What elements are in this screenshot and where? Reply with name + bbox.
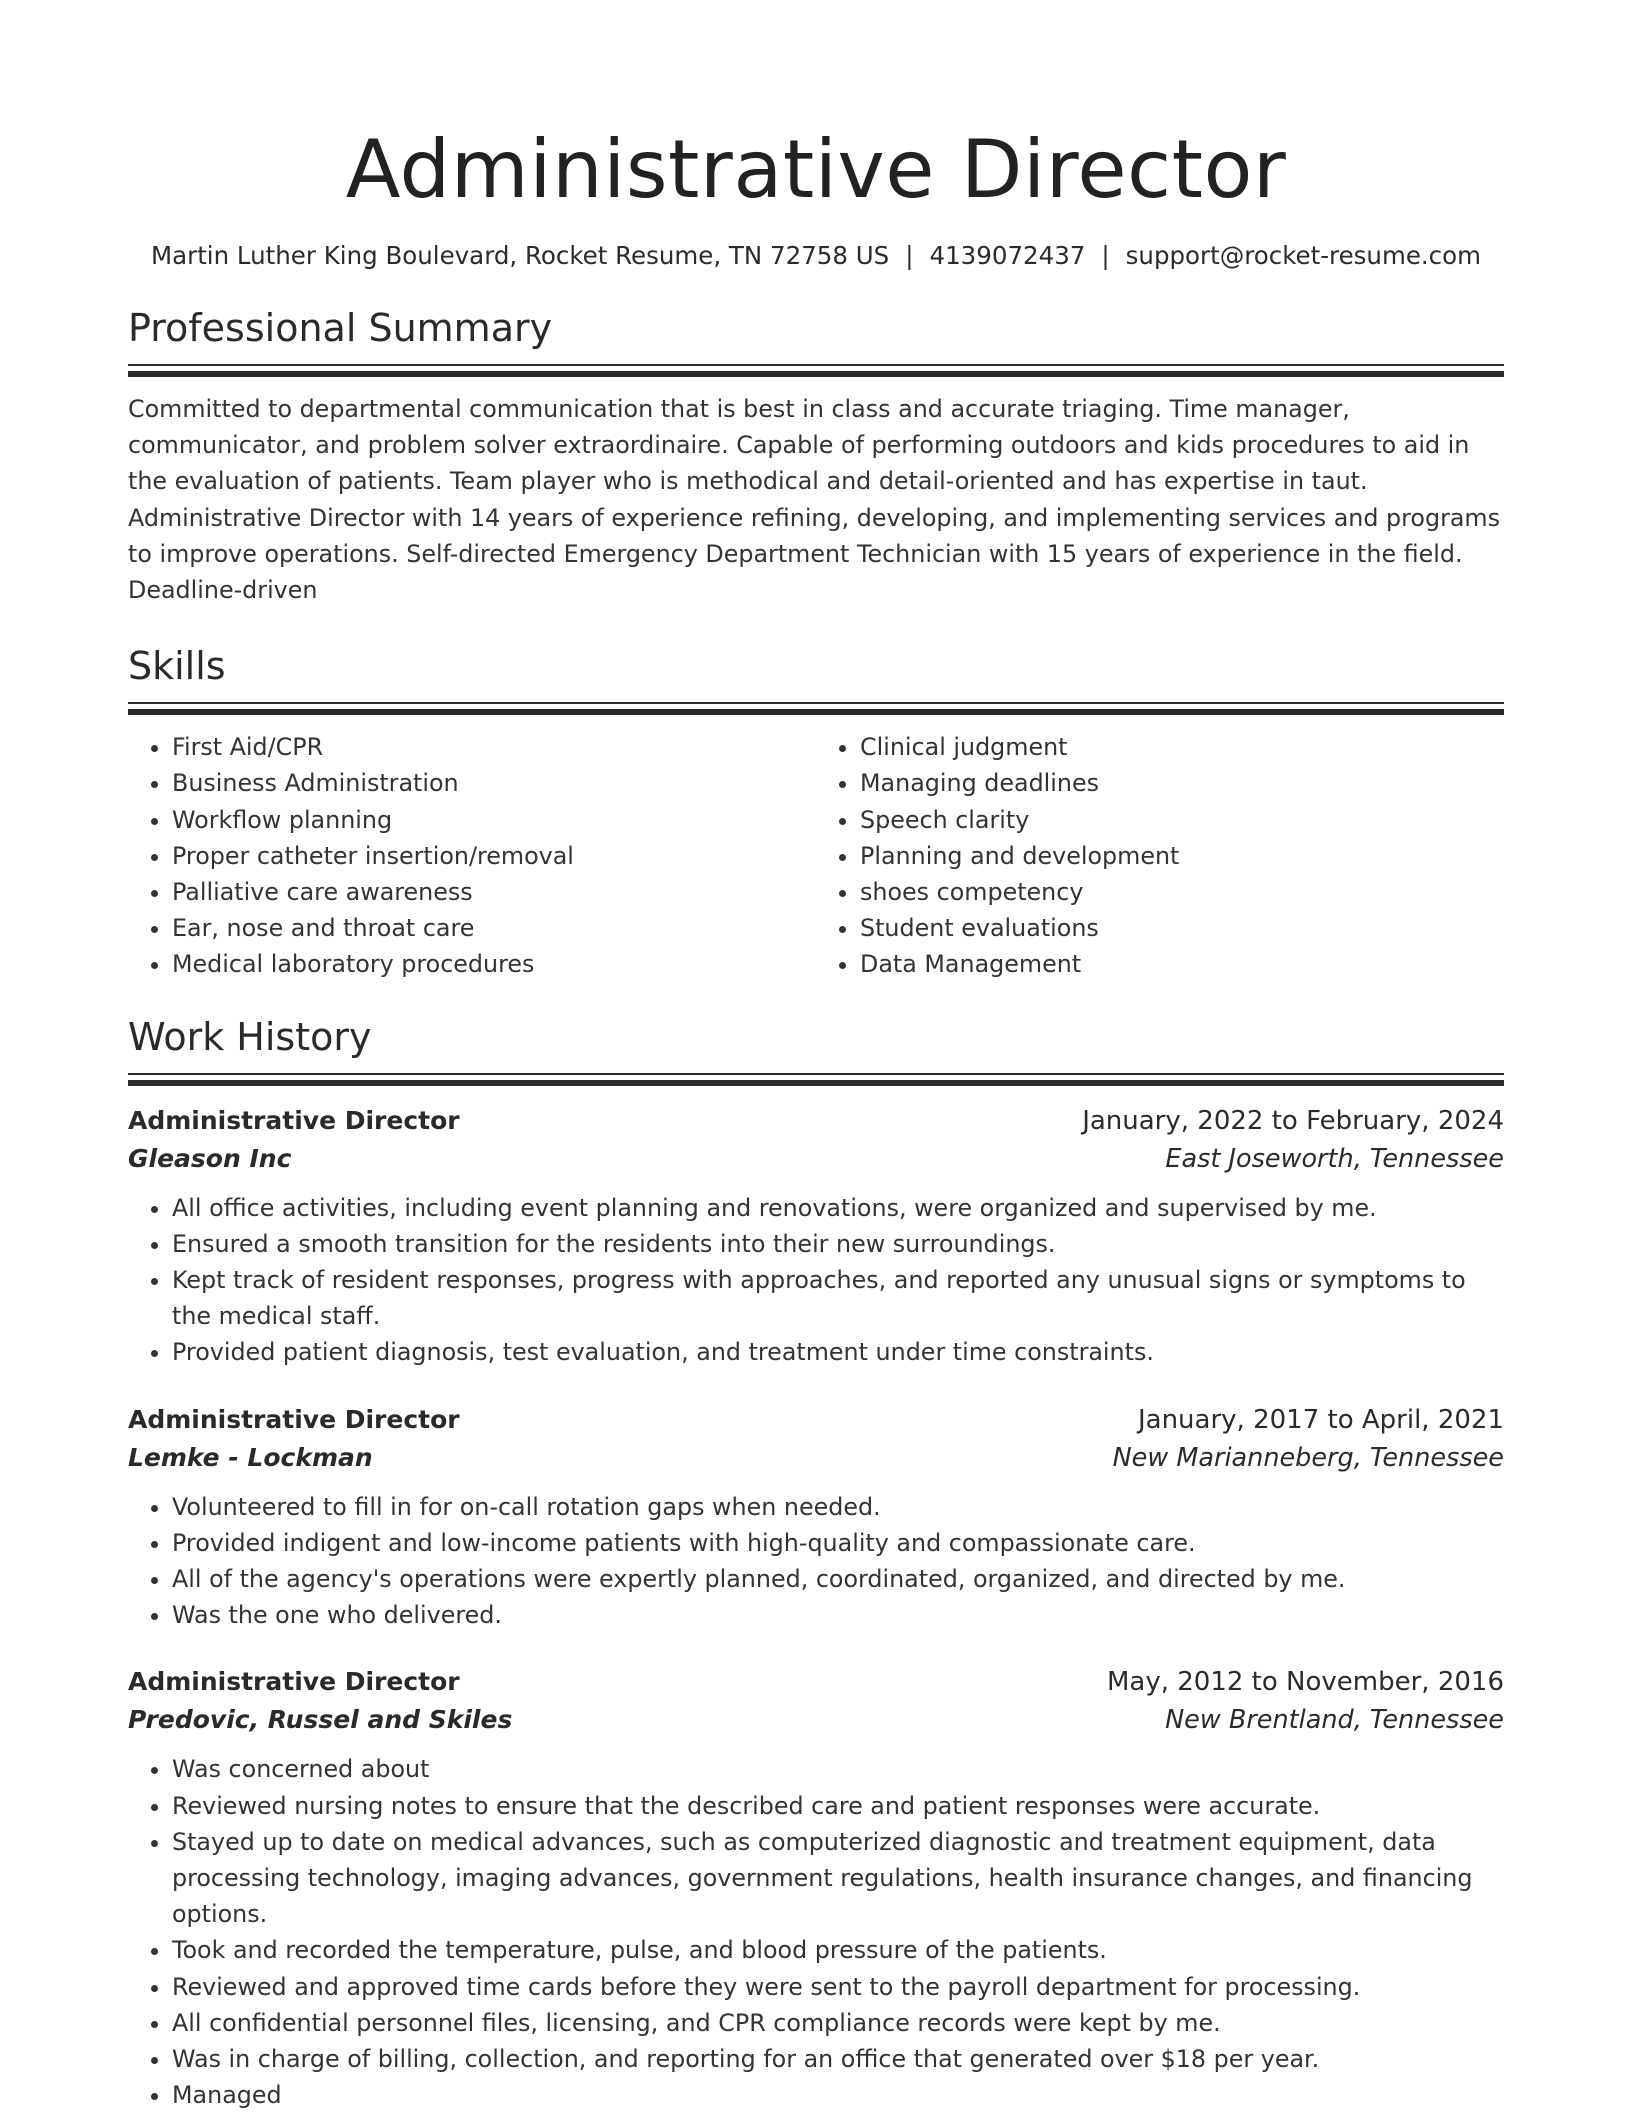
skills-heading: Skills bbox=[128, 644, 226, 689]
job-subheader bbox=[128, 1140, 1504, 1178]
summary-text: Committed to departmental communication that is best in class and accurate triaging. Time manager, communicator, and problem solver extraordinaire. Capable of performing outdoors and kids procedures to aid in the evaluation of patients. Team player who is methodical and detail-oriented and has expertise in taut. Administrative Director with 14 years of experience refining, developing, and implementing services and programs to improve operations. Self-directed Emergency Department Technician with 15 years of experience in the field. Deadline-driven bbox=[128, 395, 1501, 605]
skills-columns bbox=[128, 729, 1504, 982]
summary-section bbox=[128, 304, 1504, 608]
job-bullet: • Was concerned about bbox=[172, 1751, 1504, 1787]
skill-item: • Planning and development bbox=[860, 838, 1504, 874]
section-divider bbox=[128, 1073, 1504, 1075]
job-company: Predovic, Russel and Skiles bbox=[128, 1705, 513, 1735]
contact-address: Martin Luther King Boulevard, Rocket Resume, TN 72758 US bbox=[150, 241, 890, 270]
job-location: New Brentland, Tennessee bbox=[1165, 1705, 1504, 1736]
job-header bbox=[128, 1663, 1504, 1701]
job-dates: January, 2017 to April, 2021 bbox=[1137, 1404, 1504, 1435]
job-bullets bbox=[128, 1489, 1504, 1634]
skills-list-left bbox=[128, 729, 816, 982]
skill-item: • Clinical judgment bbox=[860, 729, 1504, 765]
job-header bbox=[128, 1401, 1504, 1439]
job-company: Gleason Inc bbox=[128, 1143, 292, 1173]
job-bullet: • Was in charge of billing, collection, and reporting for an office that generated over $18 per year. bbox=[172, 2041, 1504, 2077]
job-title: Administrative Director bbox=[128, 1404, 460, 1434]
section-divider-thick bbox=[128, 371, 1504, 377]
skills-column-left bbox=[128, 729, 816, 982]
job-bullet: • Provided patient diagnosis, test evaluation, and treatment under time constraints. bbox=[172, 1334, 1504, 1370]
work-history-section bbox=[128, 1013, 1504, 2114]
job-bullet: • All of the agency's operations were expertly planned, coordinated, organized, and directed by me. bbox=[172, 1561, 1504, 1597]
skill-item: • Student evaluations bbox=[860, 910, 1504, 946]
skill-item: • Palliative care awareness bbox=[172, 874, 816, 910]
job-bullet: • Reviewed and approved time cards before they were sent to the payroll department for processing. bbox=[172, 1969, 1504, 2005]
section-divider-thick bbox=[128, 1080, 1504, 1086]
contact-line bbox=[128, 238, 1504, 274]
job-subheader bbox=[128, 1439, 1504, 1477]
skill-item: • Workflow planning bbox=[172, 802, 816, 838]
job-location: East Joseworth, Tennessee bbox=[1165, 1143, 1504, 1174]
skill-item: • shoes competency bbox=[860, 874, 1504, 910]
job-bullet: • Reviewed nursing notes to ensure that the described care and patient responses were accurate. bbox=[172, 1788, 1504, 1824]
skill-item: • Proper catheter insertion/removal bbox=[172, 838, 816, 874]
job-title: Administrative Director bbox=[128, 1667, 460, 1697]
resume-name-title: Administrative Director bbox=[345, 123, 1287, 216]
job-bullets bbox=[128, 1190, 1504, 1371]
job-company: Lemke - Lockman bbox=[128, 1442, 373, 1472]
section-divider-thick bbox=[128, 709, 1504, 715]
work-history-heading: Work History bbox=[128, 1014, 372, 1059]
skills-column-right bbox=[816, 729, 1504, 982]
skill-item: • Ear, nose and throat care bbox=[172, 910, 816, 946]
job-entry bbox=[128, 1401, 1504, 1634]
job-bullet: • Stayed up to date on medical advances, such as computerized diagnostic and treatment equipment, data processing technology, imaging advances, government regulations, health insurance changes, and financing options. bbox=[172, 1824, 1504, 1933]
skill-item: • Data Management bbox=[860, 946, 1504, 982]
skill-item: • Speech clarity bbox=[860, 802, 1504, 838]
job-bullet: • Managed bbox=[172, 2077, 1504, 2113]
job-subheader bbox=[128, 1701, 1504, 1739]
skills-list-right bbox=[816, 729, 1504, 982]
contact-separator: | bbox=[905, 241, 914, 270]
job-bullet: • Took and recorded the temperature, pulse, and blood pressure of the patients. bbox=[172, 1932, 1504, 1968]
job-title: Administrative Director bbox=[128, 1105, 460, 1135]
job-bullet: • Provided indigent and low-income patients with high-quality and compassionate care. bbox=[172, 1525, 1504, 1561]
job-bullet: • Volunteered to fill in for on-call rotation gaps when needed. bbox=[172, 1489, 1504, 1525]
skill-item: • Business Administration bbox=[172, 765, 816, 801]
contact-separator: | bbox=[1101, 241, 1110, 270]
job-dates: May, 2012 to November, 2016 bbox=[1106, 1667, 1504, 1698]
job-entry bbox=[128, 1102, 1504, 1371]
skill-item: • First Aid/CPR bbox=[172, 729, 816, 765]
section-divider bbox=[128, 702, 1504, 704]
skill-item: • Managing deadlines bbox=[860, 765, 1504, 801]
job-bullet: • All office activities, including event planning and renovations, were organized and supervised by me. bbox=[172, 1190, 1504, 1226]
job-dates: January, 2022 to February, 2024 bbox=[1082, 1105, 1504, 1136]
job-location: New Marianneberg, Tennessee bbox=[1112, 1442, 1504, 1473]
job-bullets bbox=[128, 1751, 1504, 2113]
contact-phone: 4139072437 bbox=[929, 241, 1086, 270]
contact-email: support@rocket-resume.com bbox=[1125, 241, 1482, 270]
job-header bbox=[128, 1102, 1504, 1140]
summary-heading: Professional Summary bbox=[128, 306, 553, 350]
skill-item: • Medical laboratory procedures bbox=[172, 946, 816, 982]
job-bullet: • Kept track of resident responses, progress with approaches, and reported any unusual signs or symptoms to the medical staff. bbox=[172, 1262, 1504, 1334]
job-entry bbox=[128, 1663, 1504, 2113]
section-divider bbox=[128, 364, 1504, 366]
skills-section bbox=[128, 642, 1504, 982]
job-bullet: • All confidential personnel files, licensing, and CPR compliance records were kept by me. bbox=[172, 2005, 1504, 2041]
job-bullet: • Was the one who delivered. bbox=[172, 1597, 1504, 1633]
job-bullet: • Ensured a smooth transition for the residents into their new surroundings. bbox=[172, 1226, 1504, 1262]
